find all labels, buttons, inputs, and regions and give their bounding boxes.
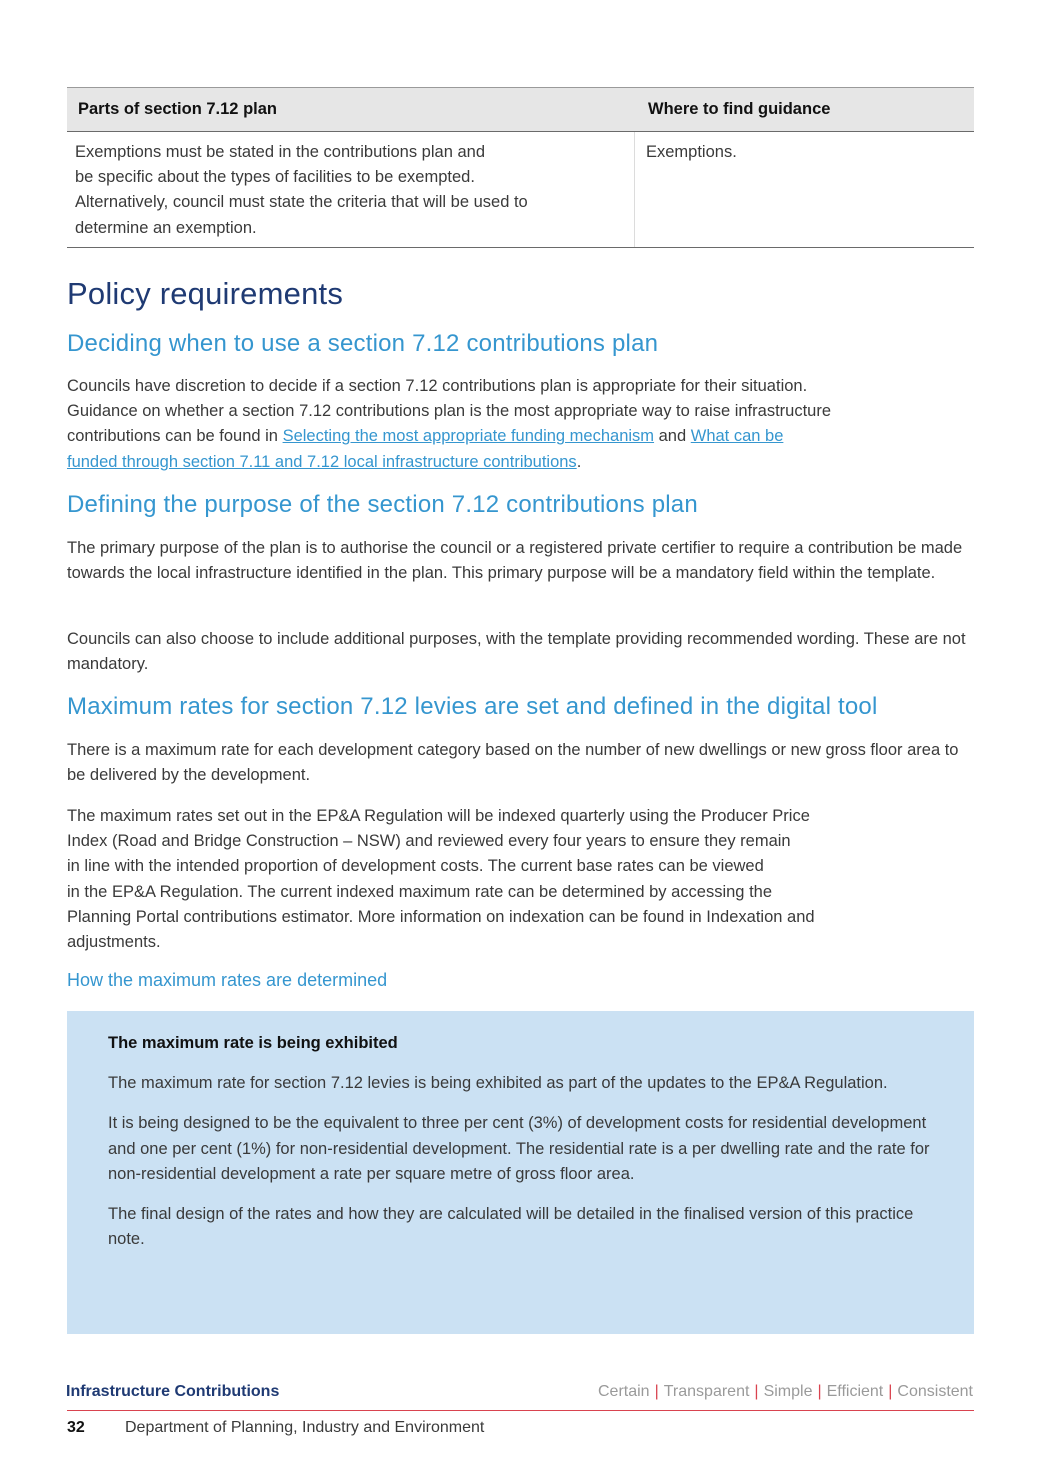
funding-mechanism-link[interactable]: Selecting the most appropriate funding mechanism (282, 427, 655, 446)
callout-title: The maximum rate is being exhibited (108, 1034, 398, 1052)
table-row (67, 132, 974, 248)
table-cell-guidance: Exemptions. (646, 143, 737, 161)
deciding-line (67, 450, 977, 475)
purpose-heading: Defining the purpose of the section 7.12 contributions plan (67, 491, 698, 518)
callout-paragraph-2: It is being designed to be the equivalent to three per cent (3%) of development costs for residential development and one per cent (1%) for non-residential development. The residential rate is a per dwelling rate and the rate for non-residential development a rate per square metre of gross floor area. (108, 1114, 930, 1183)
what-can-be-funded-link-cont[interactable]: funded through section 7.11 and 7.12 local infrastructure contributions (67, 452, 577, 471)
rates-paragraph-2 (67, 804, 977, 955)
rates-line: in line with the intended proportion of development costs. The current base rates can be viewed (67, 857, 764, 876)
table-cell-line: be specific about the types of facilities to be exempted. (75, 168, 475, 187)
rates-line: Index (Road and Bridge Construction – NSW) and reviewed every four years to ensure they remain (67, 832, 791, 851)
page-number: 32 (67, 1419, 85, 1436)
section-title: Policy requirements (67, 276, 344, 311)
table-header (67, 87, 974, 132)
footer-separator: | (654, 1383, 659, 1400)
exhibition-callout (67, 1011, 974, 1334)
deciding-heading: Deciding when to use a section 7.12 contributions plan (67, 330, 659, 357)
footer-value: Efficient (826, 1383, 884, 1400)
footer-value: Simple (763, 1383, 813, 1400)
footer-value: Transparent (663, 1383, 750, 1400)
footer-separator: | (817, 1383, 822, 1400)
footer-divider (67, 1410, 974, 1411)
deciding-text: . (576, 452, 582, 471)
rates-line: Planning Portal contributions estimator. More information on indexation can be found in Indexation and (67, 907, 815, 926)
what-can-be-funded-link[interactable]: What can be (690, 427, 784, 446)
table-header-guidance: Where to find guidance (648, 100, 831, 118)
table-cell-part (67, 132, 635, 247)
table-cell-line: Exemptions must be stated in the contributions plan and (75, 143, 485, 161)
table-cell-line: determine an exemption. (75, 218, 257, 237)
table-cell-line: Alternatively, council must state the criteria that will be used to (75, 193, 528, 212)
footer-value: Certain (598, 1383, 650, 1400)
callout-paragraph-3: The final design of the rates and how they are calculated will be detailed in the finalised version of this practice note. (108, 1205, 914, 1249)
footer-value: Consistent (897, 1383, 973, 1400)
rates-line: The maximum rates set out in the EP&A Regulation will be indexed quarterly using the Producer Price (67, 807, 810, 825)
footer-brand: Infrastructure Contributions (66, 1383, 280, 1400)
rates-line: adjustments. (67, 933, 161, 952)
deciding-line: Guidance on whether a section 7.12 contributions plan is the most appropriate way to raise infrastructure (67, 402, 832, 421)
deciding-text: and (654, 427, 691, 446)
department-name: Department of Planning, Industry and Environment (125, 1419, 485, 1436)
deciding-line: Councils have discretion to decide if a section 7.12 contributions plan is appropriate for their situation. (67, 377, 808, 395)
purpose-paragraph-1: The primary purpose of the plan is to authorise the council or a registered private certifier to require a contribution be made towards the local infrastructure identified in the plan. This primary purpose will be a mandatory field within the template. (67, 539, 963, 583)
footer-separator: | (754, 1383, 759, 1400)
guidance-table (67, 87, 974, 248)
footer-separator: | (888, 1383, 893, 1400)
rates-paragraph-1: There is a maximum rate for each development category based on the number of new dwellings or new gross floor area to be delivered by the development. (67, 741, 959, 785)
rates-subheading: How the maximum rates are determined (67, 970, 388, 990)
callout-paragraph-1: The maximum rate for section 7.12 levies is being exhibited as part of the updates to the EP&A Regulation. (108, 1074, 888, 1093)
deciding-paragraph (67, 374, 977, 475)
rates-line: in the EP&A Regulation. The current indexed maximum rate can be determined by accessing the (67, 882, 773, 901)
purpose-paragraph-2: Councils can also choose to include additional purposes, with the template providing recommended wording. These are not mandatory. (67, 630, 966, 674)
table-header-parts: Parts of section 7.12 plan (78, 100, 277, 118)
footer-values (598, 1383, 973, 1401)
deciding-line (67, 424, 977, 449)
deciding-text: contributions can be found in (67, 427, 283, 446)
rates-heading: Maximum rates for section 7.12 levies are set and defined in the digital tool (67, 693, 878, 720)
